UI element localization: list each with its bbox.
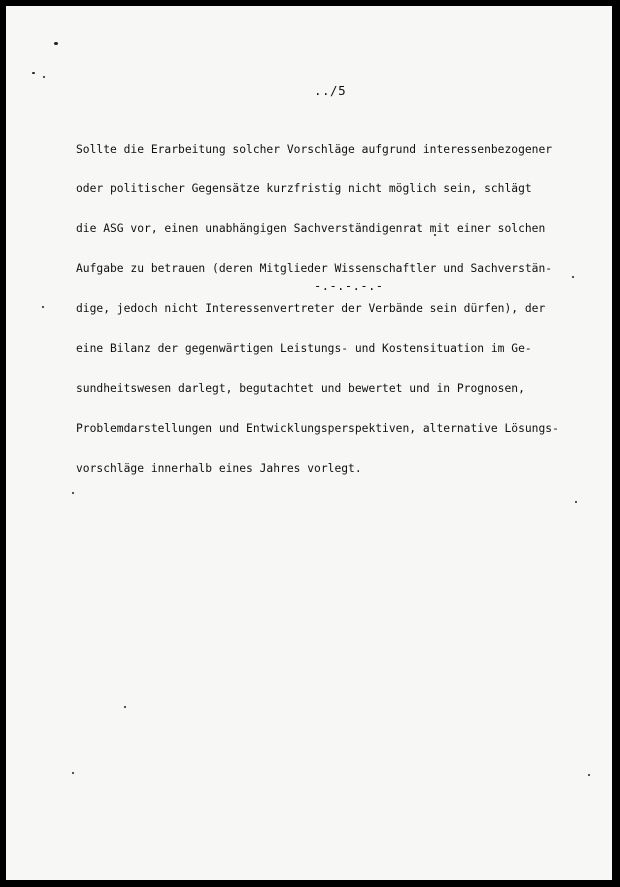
scan-speck — [54, 42, 58, 45]
document-page — [6, 6, 612, 880]
section-separator: -.-.-.-.- — [314, 279, 384, 293]
paragraph-line: sundheitswesen darlegt, begutachtet und bewertet und in Prognosen, — [76, 381, 525, 395]
paragraph-line: Problemdarstellungen und Entwicklungsperspektiven, alternative Lösungs- — [76, 421, 559, 435]
scan-speck — [72, 772, 74, 774]
scan-speck — [42, 306, 44, 308]
paragraph-line: Aufgabe zu betrauen (deren Mitglieder Wissenschaftler und Sachverstän- — [76, 262, 553, 276]
page-reference: ../5 — [314, 83, 347, 98]
scan-speck — [72, 492, 74, 494]
scan-speck — [588, 774, 590, 776]
body-paragraph — [76, 116, 606, 502]
scan-speck — [43, 76, 45, 78]
paragraph-line: dige, jedoch nicht Interessenvertreter der Verbände sein dürfen), der — [76, 302, 546, 316]
paragraph-line: oder politischer Gegensätze kurzfristig nicht möglich sein, schlägt — [76, 182, 532, 196]
paragraph-line: vorschläge innerhalb eines Jahres vorlegt. — [76, 461, 362, 475]
scan-speck — [124, 706, 126, 708]
scan-speck — [32, 72, 35, 74]
paragraph-line: die ASG vor, einen unabhängigen Sachverständigenrat mit einer solchen — [76, 222, 546, 236]
paragraph-line: Sollte die Erarbeitung solcher Vorschläge aufgrund interessenbezogener — [76, 142, 553, 156]
paragraph-line: eine Bilanz der gegenwärtigen Leistungs- und Kostensituation im Ge- — [76, 342, 532, 356]
